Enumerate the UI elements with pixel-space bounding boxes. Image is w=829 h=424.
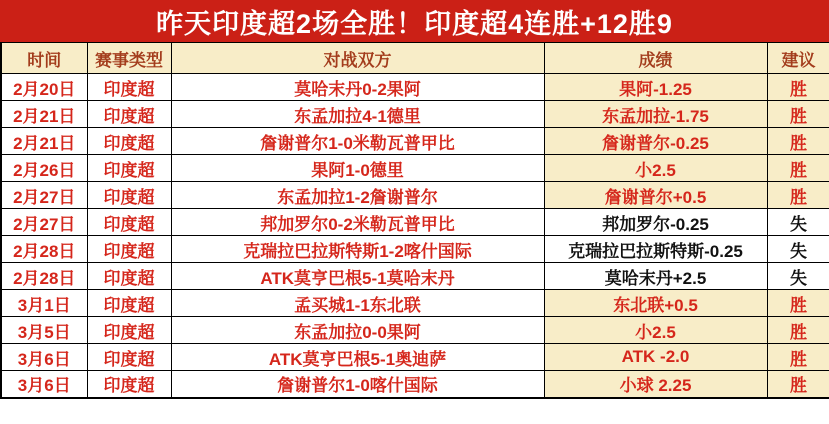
match-row bbox=[1, 155, 829, 182]
cell-suggestion: 失 bbox=[767, 209, 829, 236]
cell-match: 莫哈末丹0-2果阿 bbox=[171, 74, 544, 101]
cell-result: 小球 2.25 bbox=[544, 371, 767, 398]
cell-match: ATK莫亨巴根5-1莫哈末丹 bbox=[171, 263, 544, 290]
table-body bbox=[1, 74, 829, 398]
cell-date: 2月28日 bbox=[1, 236, 87, 263]
cell-date: 3月6日 bbox=[1, 344, 87, 371]
header-suggestion: 建议 bbox=[767, 43, 829, 74]
cell-date: 2月27日 bbox=[1, 182, 87, 209]
match-row bbox=[1, 209, 829, 236]
cell-match: 东孟加拉4-1德里 bbox=[171, 101, 544, 128]
match-row bbox=[1, 371, 829, 398]
cell-result: 小2.5 bbox=[544, 155, 767, 182]
cell-result: 克瑞拉巴拉斯特斯-0.25 bbox=[544, 236, 767, 263]
match-row bbox=[1, 74, 829, 101]
cell-result: 莫哈末丹+2.5 bbox=[544, 263, 767, 290]
cell-match: 詹谢普尔1-0喀什国际 bbox=[171, 371, 544, 398]
cell-date: 3月6日 bbox=[1, 371, 87, 398]
cell-suggestion: 胜 bbox=[767, 74, 829, 101]
cell-date: 2月26日 bbox=[1, 155, 87, 182]
header-result: 成绩 bbox=[544, 43, 767, 74]
match-row bbox=[1, 263, 829, 290]
results-table bbox=[0, 42, 829, 399]
cell-result: ATK -2.0 bbox=[544, 344, 767, 371]
cell-result: 詹谢普尔-0.25 bbox=[544, 128, 767, 155]
match-row bbox=[1, 236, 829, 263]
cell-league: 印度超 bbox=[87, 263, 171, 290]
cell-league: 印度超 bbox=[87, 344, 171, 371]
header-match: 对战双方 bbox=[171, 43, 544, 74]
cell-result: 东北联+0.5 bbox=[544, 290, 767, 317]
cell-date: 3月5日 bbox=[1, 317, 87, 344]
cell-result: 东孟加拉-1.75 bbox=[544, 101, 767, 128]
cell-match: 克瑞拉巴拉斯特斯1-2喀什国际 bbox=[171, 236, 544, 263]
cell-league: 印度超 bbox=[87, 155, 171, 182]
cell-suggestion: 失 bbox=[767, 263, 829, 290]
cell-result: 邦加罗尔-0.25 bbox=[544, 209, 767, 236]
cell-suggestion: 胜 bbox=[767, 290, 829, 317]
cell-league: 印度超 bbox=[87, 209, 171, 236]
cell-match: 东孟加拉0-0果阿 bbox=[171, 317, 544, 344]
match-row bbox=[1, 101, 829, 128]
cell-date: 3月1日 bbox=[1, 290, 87, 317]
header-time: 时间 bbox=[1, 43, 87, 74]
cell-league: 印度超 bbox=[87, 317, 171, 344]
cell-match: ATK莫亨巴根5-1奥迪萨 bbox=[171, 344, 544, 371]
cell-suggestion: 胜 bbox=[767, 371, 829, 398]
cell-suggestion: 失 bbox=[767, 236, 829, 263]
cell-match: 东孟加拉1-2詹谢普尔 bbox=[171, 182, 544, 209]
cell-date: 2月21日 bbox=[1, 101, 87, 128]
cell-suggestion: 胜 bbox=[767, 344, 829, 371]
cell-suggestion: 胜 bbox=[767, 155, 829, 182]
cell-match: 邦加罗尔0-2米勒瓦普甲比 bbox=[171, 209, 544, 236]
match-row bbox=[1, 317, 829, 344]
match-row bbox=[1, 182, 829, 209]
header-row bbox=[1, 43, 829, 74]
page-title: 昨天印度超2场全胜！印度超4连胜+12胜9 bbox=[0, 0, 829, 42]
match-row bbox=[1, 128, 829, 155]
cell-league: 印度超 bbox=[87, 236, 171, 263]
cell-match: 孟买城1-1东北联 bbox=[171, 290, 544, 317]
cell-date: 2月28日 bbox=[1, 263, 87, 290]
cell-date: 2月21日 bbox=[1, 128, 87, 155]
cell-league: 印度超 bbox=[87, 128, 171, 155]
cell-match: 詹谢普尔1-0米勒瓦普甲比 bbox=[171, 128, 544, 155]
cell-suggestion: 胜 bbox=[767, 182, 829, 209]
cell-suggestion: 胜 bbox=[767, 128, 829, 155]
cell-league: 印度超 bbox=[87, 371, 171, 398]
cell-suggestion: 胜 bbox=[767, 317, 829, 344]
cell-result: 果阿-1.25 bbox=[544, 74, 767, 101]
cell-match: 果阿1-0德里 bbox=[171, 155, 544, 182]
match-row bbox=[1, 290, 829, 317]
cell-date: 2月20日 bbox=[1, 74, 87, 101]
cell-league: 印度超 bbox=[87, 290, 171, 317]
cell-date: 2月27日 bbox=[1, 209, 87, 236]
cell-result: 詹谢普尔+0.5 bbox=[544, 182, 767, 209]
cell-league: 印度超 bbox=[87, 74, 171, 101]
cell-league: 印度超 bbox=[87, 101, 171, 128]
header-league: 赛事类型 bbox=[87, 43, 171, 74]
cell-result: 小2.5 bbox=[544, 317, 767, 344]
match-row bbox=[1, 344, 829, 371]
cell-league: 印度超 bbox=[87, 182, 171, 209]
cell-suggestion: 胜 bbox=[767, 101, 829, 128]
